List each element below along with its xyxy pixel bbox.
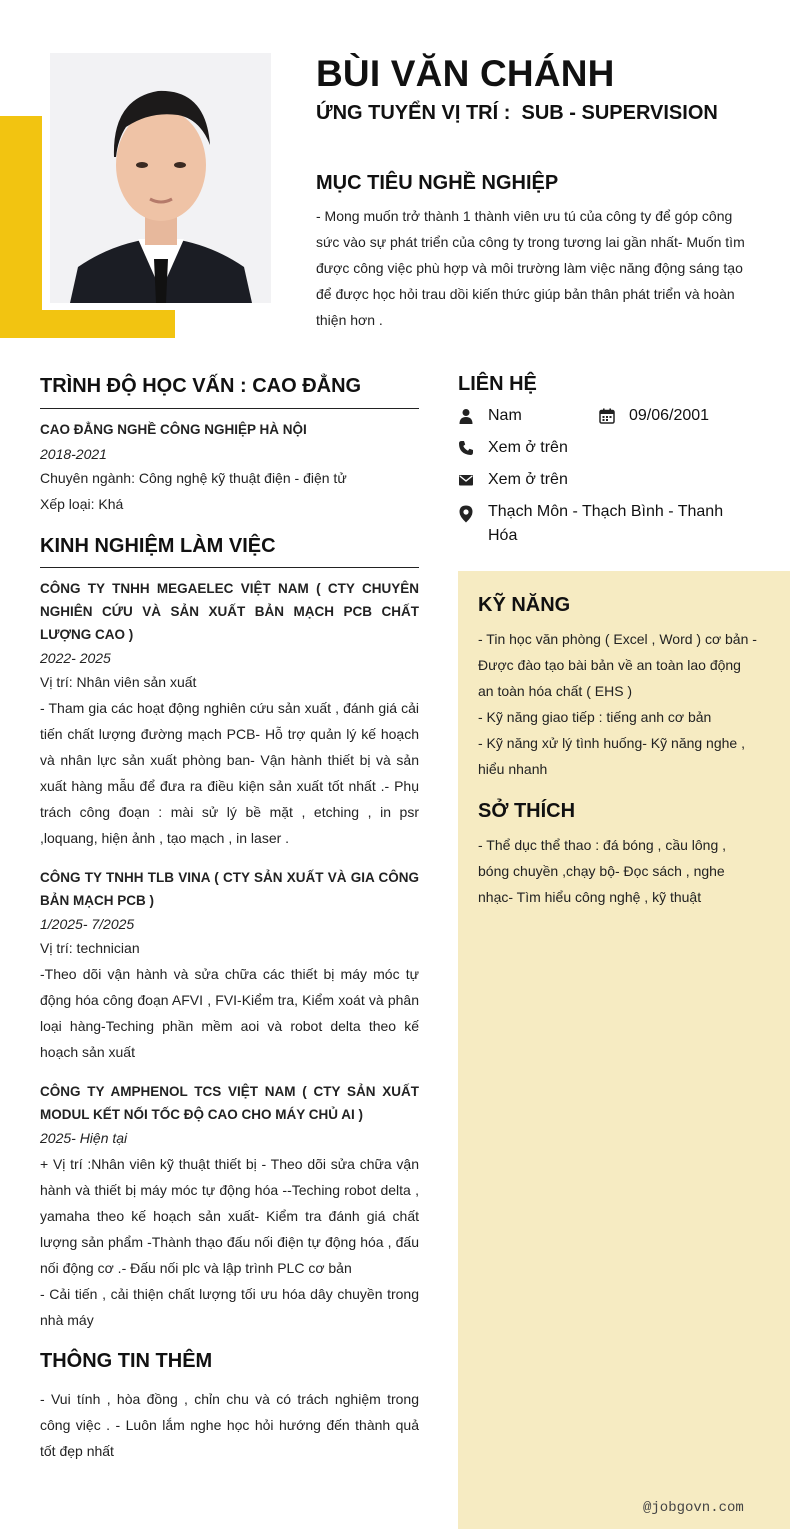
job-entry [40, 1080, 419, 1333]
skill-item: - Kỹ năng xử lý tình huống- Kỹ năng nghe , hiểu nhanh [478, 735, 745, 777]
job-period: 2025- Hiện tại [40, 1130, 128, 1146]
job-company: CÔNG TY TNHH MEGAELEC VIỆT NAM ( CTY CHUYÊN NGHIÊN CỨU VÀ SẢN XUẤT BẢN MẠCH PCB CHẤT LƯỢNG CAO ) [40, 581, 419, 642]
contact-heading: LIÊN HỆ [458, 373, 537, 395]
job-entry [40, 866, 419, 1065]
phone-icon [458, 440, 474, 456]
contact-phone: Xem ở trên [488, 439, 568, 456]
skills-list [478, 626, 760, 782]
education-major: Chuyên ngành: Công nghệ kỹ thuật điện - điện tử [40, 470, 347, 486]
additional-text: - Vui tính , hòa đồng , chỉn chu và có trách nghiệm trong công việc . - Luôn lắm nghe học hỏi hướng đến thành quả tốt đẹp nhất [40, 1391, 419, 1459]
education-block [40, 418, 419, 516]
experience-divider [40, 567, 419, 568]
contact-email: Xem ở trên [488, 471, 568, 488]
job-description: + Vị trí :Nhân viên kỹ thuật thiết bị - Theo dõi sửa chữa vận hành và thiết bị máy móc tự động hóa --Teching robot delta , yamaha theo kế hoạch sản xuất- Kiểm tra đánh giá chất lượng sản phẩm -Thành thạo đấu nối điện tự động hóa , đấu nối động cơ .- Đấu nối plc và lập trình PLC cơ bản [40, 1156, 419, 1276]
calendar-icon [599, 408, 615, 424]
objective-heading: MỤC TIÊU NGHỀ NGHIỆP [316, 172, 559, 194]
watermark: @jobgovn.com [643, 1500, 744, 1516]
person-icon [458, 408, 474, 424]
hobbies-heading: SỞ THÍCH [478, 800, 576, 822]
job-role: Vị trí: technician [40, 940, 140, 956]
education-grade: Xếp loại: Khá [40, 496, 124, 512]
contact-gender: Nam [488, 407, 522, 424]
job-description: - Tham gia các hoạt động nghiên cứu sản xuất , đánh giá cải tiến chất lượng đường mạch PCB- Hỗ trợ quản lý kế hoạch và nhân lực sản xuất phòng ban- Vận hành thiết bị và sản xuất hàng mẫu để đưa ra điều kiện sản xuất tốt nhất .- Phụ trách công đoạn : mài sử lý bề mặt , etching , in psr ,loquang, hiện ảnh , tạo mạch , in laser . [40, 700, 419, 846]
job-description: -Theo dõi vận hành và sửa chữa các thiết bị máy móc tự động hóa công đoạn AFVI , FVI-Kiểm tra, Kiểm xoát và phân loại hàng-Teching phần mềm aoi và robot delta theo kế hoạch sản xuất [40, 966, 419, 1060]
job-entry [40, 577, 419, 851]
applied-position: ỨNG TUYỂN VỊ TRÍ : SUB - SUPERVISION [316, 102, 718, 124]
job-role: Vị trí: Nhân viên sản xuất [40, 674, 197, 690]
skill-item: - Tin học văn phòng ( Excel , Word ) cơ bản - Được đào tạo bài bản về an toàn lao động an toàn hóa chất ( EHS ) [478, 631, 757, 699]
job-company: CÔNG TY TNHH TLB VINA ( CTY SẢN XUẤT VÀ GIA CÔNG BẢN MẠCH PCB ) [40, 870, 419, 908]
education-school: CAO ĐẲNG NGHỀ CÔNG NGHIỆP HÀ NỘI [40, 422, 307, 437]
envelope-icon [458, 472, 474, 488]
education-heading: TRÌNH ĐỘ HỌC VẤN : CAO ĐẲNG [40, 375, 362, 397]
hobbies-text: - Thể dục thể thao : đá bóng , cầu lông , bóng chuyền ,chạy bộ- Đọc sách , nghe nhạc- Tìm hiểu công nghệ , kỹ thuật [478, 837, 727, 905]
location-pin-icon [458, 505, 474, 523]
job-description: - Cải tiến , cải thiện chất lượng tối ưu hóa dây chuyền trong nhà máy [40, 1286, 419, 1328]
job-period: 1/2025- 7/2025 [40, 916, 135, 932]
additional-heading: THÔNG TIN THÊM [40, 1350, 213, 1372]
accent-bar-vertical [0, 116, 42, 338]
skill-item: - Kỹ năng giao tiếp : tiếng anh cơ bản [478, 709, 712, 725]
objective-text: - Mong muốn trở thành 1 thành viên ưu tú của công ty để góp công sức vào sự phát triển của công ty trong tương lai gần nhất- Muốn tìm được công việc phù hợp và môi trường làm việc năng động sáng tạo để được học hỏi trau dồi kiến thức giúp bản thân phát triển và hoàn thiện hơn . [316, 208, 745, 328]
education-years: 2018-2021 [40, 446, 107, 462]
profile-photo [50, 53, 271, 303]
experience-heading: KINH NGHIỆM LÀM VIỆC [40, 535, 276, 557]
education-divider [40, 408, 419, 409]
accent-bar-horizontal [0, 310, 175, 338]
job-period: 2022- 2025 [40, 650, 111, 666]
candidate-name: BÙI VĂN CHÁNH [316, 53, 615, 94]
job-company: CÔNG TY AMPHENOL TCS VIỆT NAM ( CTY SẢN XUẤT MODUL KẾT NỐI TỐC ĐỘ CAO CHO MÁY CHỦ AI ) [40, 1084, 419, 1122]
skills-heading: KỸ NĂNG [478, 594, 571, 616]
contact-address: Thạch Môn - Thạch Bình - Thanh Hóa [488, 503, 724, 544]
contact-birthday: 09/06/2001 [629, 407, 710, 424]
